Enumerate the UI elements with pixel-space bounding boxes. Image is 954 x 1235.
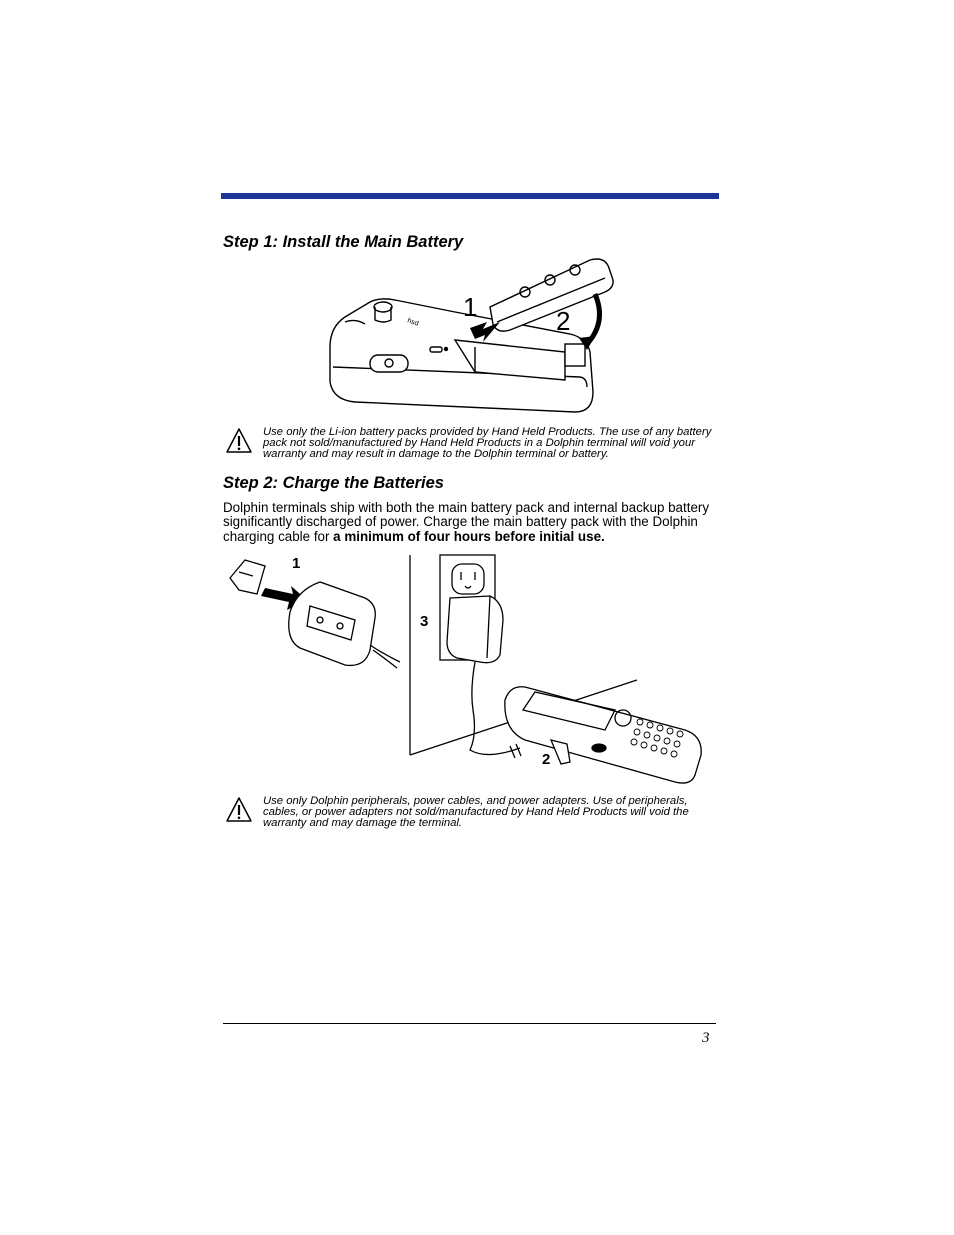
charge-instructions-emphasis: a minimum of four hours before initial use. — [333, 528, 605, 544]
caution-icon — [225, 427, 253, 460]
charging-figure — [225, 550, 710, 790]
figure-label-2: 2 — [542, 751, 551, 768]
battery-install-figure — [325, 252, 615, 417]
header-rule — [221, 193, 719, 199]
step2-heading: Step 2: Charge the Batteries — [223, 474, 444, 492]
caution-text-battery: Use only the Li-ion battery packs provided by Hand Held Products. The use of any battery pack not sold/manufactured by Hand Held Products in a Dolphin terminal will void your warranty and may result in damage to the Dolphin terminal or battery. — [263, 426, 712, 460]
figure-label-1: 1 — [292, 555, 301, 572]
step1-heading: Step 1: Install the Main Battery — [223, 233, 464, 251]
figure-label-3: 3 — [420, 613, 429, 630]
charge-instructions-text: Dolphin terminals ship with both the main battery pack and internal backup battery significantly discharged of power. Charge the main battery pack with the Dolphin charging cable for — [223, 500, 710, 544]
svg-text:hsd: hsd — [406, 317, 420, 328]
footer-rule — [223, 1023, 716, 1024]
caution-text-peripherals: Use only Dolphin peripherals, power cables, and power adapters. Use of peripherals, cables, or power adapters not sold/manufactured by Hand Held Products will void the warranty and may damage the terminal. — [263, 795, 689, 829]
caution-icon — [225, 796, 253, 829]
figure-label-1: 1 — [463, 292, 478, 322]
figure-label-2: 2 — [556, 306, 571, 336]
charge-instructions — [223, 501, 716, 544]
page-number: 3 — [702, 1030, 710, 1046]
